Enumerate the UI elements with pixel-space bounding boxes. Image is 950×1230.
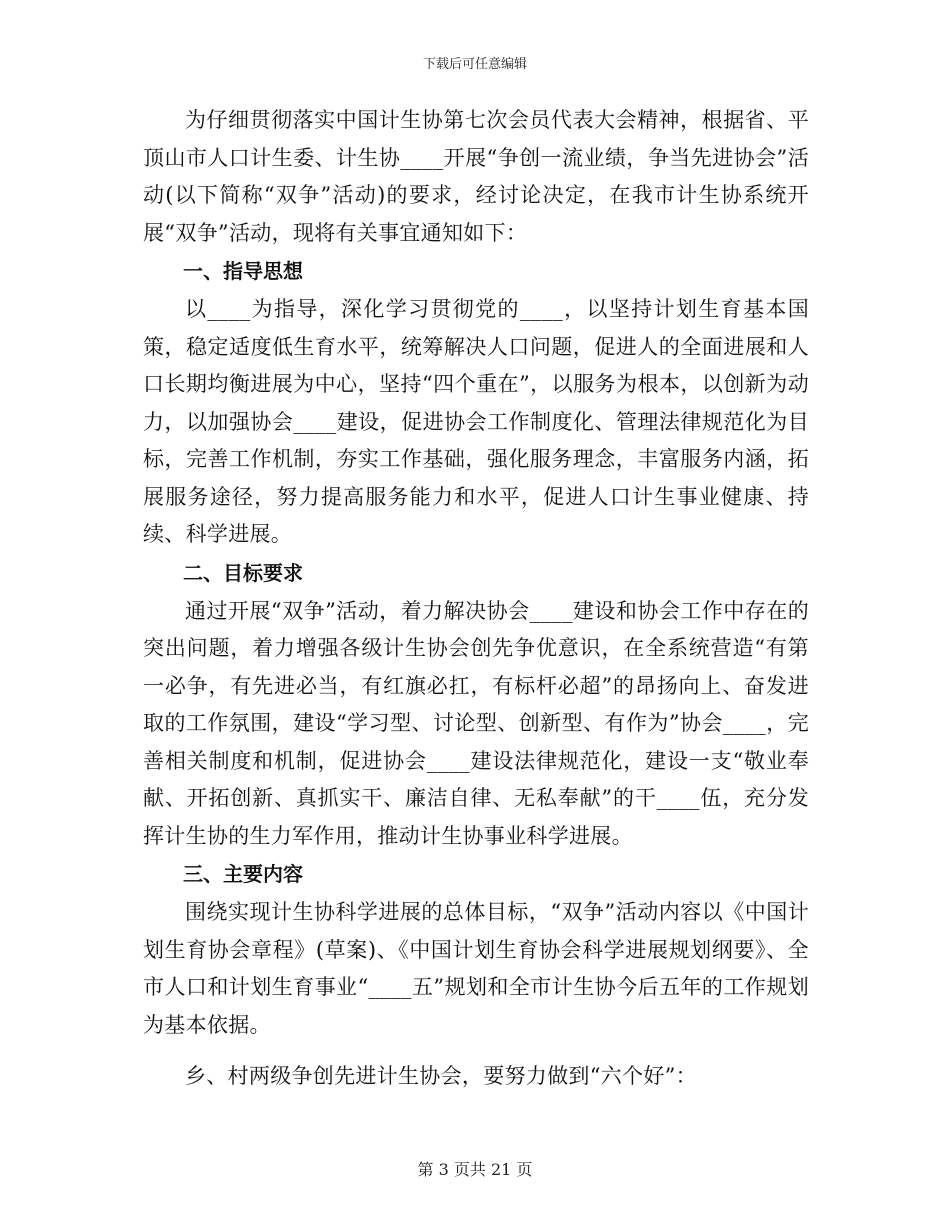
document-body (143, 102, 809, 1096)
section-paragraph-goals: 通过开展“双争”活动，着力解决协会____建设和协会工作中存在的突出问题，着力增强各级计生协会创先争优意识，在全系统营造“有第一必争，有先进必当，有红旗必扛，有标杆必超”的昂扬向上、奋发进取的工作氛围，建设“学习型、讨论型、创新型、有作为”协会____，完善相关制度和机制，促进协会____建设法律规范化，建设一支“敬业奉献、开拓创新、真抓实干、廉洁自律、无私奉献”的干____伍，充分发挥计生协的生力军作用，推动计生协事业科学进展。 (143, 598, 809, 848)
section-heading-goals: 二、目标要求 (183, 560, 303, 585)
section-paragraph-guiding-thought: 以____为指导，深化学习贯彻党的____，以坚持计划生育基本国策，稳定适度低生育水平，统筹解决人口问题，促进人的全面进展和人口长期均衡进展为中心，坚持“四个重在”，以服务为根本，以创新为动力，以加强协会____建设，促进协会工作制度化、管理法律规范化为目标，完善工作机制，夯实工作基础，强化服务理念，丰富服务内涵，拓展服务途径，努力提高服务能力和水平，促进人口计生事业健康、持续、科学进展。 (143, 297, 809, 546)
section-paragraph-main-content: 围绕实现计生协科学进展的总体目标，“双争”活动内容以《中国计划生育协会章程》(草案)、《中国计划生育协会科学进展规划纲要》、全市人口和计划生育事业“____五”规划和全市计生协今后五年的工作规划为基本依据。 (143, 900, 809, 1037)
page-number-footer: 第 3 页共 21 页 (417, 1160, 533, 1179)
intro-paragraph: 为仔细贯彻落实中国计生协第七次会员代表大会精神，根据省、平顶山市人口计生委、计生协____开展“争创一流业绩，争当先进协会”活动(以下简称“双争”活动)的要求，经讨论决定，在我市计生协系统开展“双争”活动，现将有关事宜通知如下： (143, 108, 809, 245)
page-header-note: 下载后可任意编辑 (422, 57, 527, 72)
section-heading-main-content: 三、主要内容 (183, 862, 303, 886)
section-heading-guiding-thought: 一、指导思想 (183, 259, 303, 283)
section-paragraph-six-goods: 乡、村两级争创先进计生协会，要努力做到“六个好”： (185, 1064, 697, 1088)
